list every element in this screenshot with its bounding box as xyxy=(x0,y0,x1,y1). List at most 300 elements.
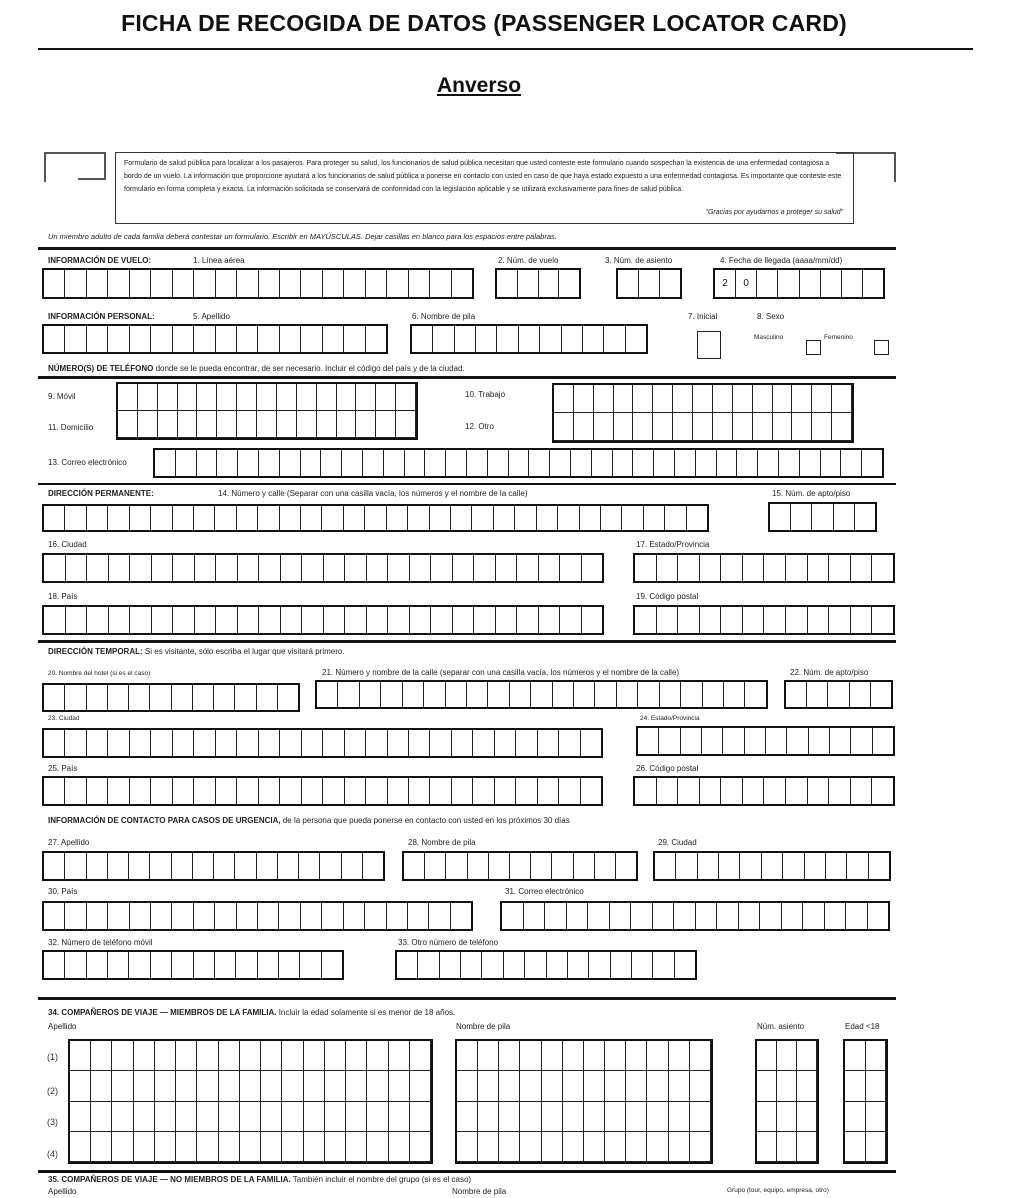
character-box[interactable] xyxy=(601,506,622,530)
character-box[interactable] xyxy=(376,411,396,438)
character-box[interactable] xyxy=(866,1132,887,1162)
character-box[interactable] xyxy=(176,1071,197,1101)
character-box[interactable] xyxy=(653,952,674,978)
character-box[interactable] xyxy=(322,903,343,929)
emergency-mobile-field[interactable] xyxy=(42,950,344,980)
character-box[interactable] xyxy=(363,853,383,879)
character-box[interactable] xyxy=(633,385,653,413)
character-box[interactable] xyxy=(237,326,258,352)
character-box[interactable] xyxy=(172,903,193,929)
character-box[interactable] xyxy=(261,1132,282,1162)
character-box[interactable] xyxy=(622,506,643,530)
character-box[interactable] xyxy=(238,555,260,581)
character-box[interactable] xyxy=(497,326,518,352)
character-box[interactable] xyxy=(773,385,793,413)
character-box[interactable] xyxy=(851,607,873,633)
character-box[interactable] xyxy=(87,685,108,710)
character-box[interactable] xyxy=(760,903,782,929)
character-box[interactable] xyxy=(850,682,871,707)
character-box[interactable] xyxy=(280,326,301,352)
character-box[interactable] xyxy=(325,1071,346,1101)
character-box[interactable] xyxy=(236,952,257,978)
character-box[interactable] xyxy=(455,326,476,352)
character-box[interactable] xyxy=(740,853,761,879)
character-box[interactable] xyxy=(301,506,322,530)
character-box[interactable] xyxy=(44,555,66,581)
seat-number-field[interactable] xyxy=(616,268,682,299)
character-box[interactable] xyxy=(553,682,574,707)
character-box[interactable] xyxy=(713,385,733,413)
character-box[interactable] xyxy=(216,555,238,581)
character-box[interactable] xyxy=(478,1132,499,1162)
character-box[interactable] xyxy=(542,1132,563,1162)
character-box[interactable] xyxy=(237,506,258,530)
character-box[interactable] xyxy=(173,506,194,530)
character-box[interactable] xyxy=(567,903,589,929)
character-box[interactable] xyxy=(344,270,365,297)
character-box[interactable] xyxy=(412,326,433,352)
character-box[interactable] xyxy=(574,853,595,879)
character-box[interactable] xyxy=(280,506,301,530)
character-box[interactable] xyxy=(87,952,108,978)
character-box[interactable] xyxy=(108,685,129,710)
character-box[interactable] xyxy=(261,1041,282,1071)
hotel-name-field[interactable] xyxy=(42,683,300,712)
character-box[interactable] xyxy=(524,903,546,929)
character-box[interactable] xyxy=(44,903,65,929)
character-box[interactable] xyxy=(345,730,366,756)
character-box[interactable] xyxy=(659,728,680,754)
character-box[interactable] xyxy=(366,778,387,804)
character-box[interactable] xyxy=(497,270,518,297)
character-box[interactable] xyxy=(322,952,342,978)
character-box[interactable] xyxy=(279,952,300,978)
character-box[interactable] xyxy=(558,506,579,530)
character-box[interactable] xyxy=(299,853,320,879)
character-box[interactable] xyxy=(425,853,446,879)
character-box[interactable] xyxy=(219,1132,240,1162)
character-box[interactable] xyxy=(519,326,540,352)
character-box[interactable] xyxy=(467,450,488,476)
character-box[interactable] xyxy=(237,270,258,297)
character-box[interactable] xyxy=(217,384,237,411)
work-other-phone-fields[interactable] xyxy=(552,383,854,443)
character-box[interactable] xyxy=(430,270,451,297)
temporary-state-field[interactable] xyxy=(636,726,895,756)
character-box[interactable] xyxy=(44,853,65,879)
permanent-country-field[interactable] xyxy=(42,605,604,635)
character-box[interactable] xyxy=(520,1071,541,1101)
character-box[interactable] xyxy=(197,1041,218,1071)
character-box[interactable] xyxy=(112,1132,133,1162)
character-box[interactable] xyxy=(829,778,851,804)
character-box[interactable] xyxy=(300,952,321,978)
character-box[interactable] xyxy=(713,413,733,441)
character-box[interactable] xyxy=(452,778,473,804)
character-box[interactable] xyxy=(304,1071,325,1101)
character-box[interactable] xyxy=(653,413,673,441)
character-box[interactable] xyxy=(797,1102,817,1132)
character-box[interactable] xyxy=(194,903,215,929)
character-box[interactable] xyxy=(845,1102,866,1132)
character-box[interactable] xyxy=(595,853,616,879)
character-box[interactable] xyxy=(152,555,174,581)
character-box[interactable] xyxy=(215,952,236,978)
character-box[interactable] xyxy=(733,413,753,441)
character-box[interactable] xyxy=(70,1102,91,1132)
character-box[interactable] xyxy=(516,730,537,756)
character-box[interactable] xyxy=(777,1071,797,1101)
character-box[interactable] xyxy=(216,270,237,297)
character-box[interactable] xyxy=(240,1071,261,1101)
temporary-street-field[interactable] xyxy=(315,680,768,709)
character-box[interactable] xyxy=(862,450,882,476)
character-box[interactable] xyxy=(197,450,218,476)
character-box[interactable] xyxy=(193,853,214,879)
character-box[interactable] xyxy=(257,411,277,438)
character-box[interactable] xyxy=(678,607,700,633)
character-box[interactable] xyxy=(322,506,343,530)
character-box[interactable] xyxy=(797,1041,817,1071)
character-box[interactable] xyxy=(554,413,574,441)
character-box[interactable] xyxy=(488,450,509,476)
character-box[interactable] xyxy=(261,1071,282,1101)
character-box[interactable] xyxy=(773,413,793,441)
character-box[interactable] xyxy=(604,326,625,352)
character-box[interactable] xyxy=(693,385,713,413)
character-box[interactable] xyxy=(389,1102,410,1132)
character-box[interactable] xyxy=(453,607,475,633)
character-box[interactable] xyxy=(669,1132,690,1162)
character-box[interactable] xyxy=(151,270,172,297)
character-box[interactable] xyxy=(639,270,660,297)
temporary-postal-field[interactable] xyxy=(633,776,895,806)
character-box[interactable] xyxy=(855,504,875,530)
character-box[interactable] xyxy=(365,506,386,530)
character-box[interactable] xyxy=(610,903,632,929)
character-box[interactable] xyxy=(297,411,317,438)
character-box[interactable] xyxy=(216,730,237,756)
character-box[interactable] xyxy=(633,413,653,441)
permanent-city-field[interactable] xyxy=(42,553,604,583)
character-box[interactable] xyxy=(282,1102,303,1132)
character-box[interactable] xyxy=(237,384,257,411)
character-box[interactable] xyxy=(614,413,634,441)
character-box[interactable] xyxy=(779,450,800,476)
character-box[interactable] xyxy=(65,270,86,297)
character-box[interactable] xyxy=(409,730,430,756)
character-box[interactable] xyxy=(520,1132,541,1162)
character-box[interactable] xyxy=(595,682,616,707)
character-box[interactable] xyxy=(130,730,151,756)
date-digit[interactable] xyxy=(863,270,883,297)
character-box[interactable] xyxy=(693,413,713,441)
character-box[interactable] xyxy=(87,607,109,633)
character-box[interactable] xyxy=(433,326,454,352)
character-box[interactable] xyxy=(197,411,217,438)
character-box[interactable] xyxy=(478,1102,499,1132)
character-box[interactable] xyxy=(482,952,503,978)
character-box[interactable] xyxy=(669,1041,690,1071)
character-box[interactable] xyxy=(408,506,429,530)
character-box[interactable] xyxy=(700,607,722,633)
character-box[interactable] xyxy=(66,607,88,633)
character-box[interactable] xyxy=(65,952,86,978)
character-box[interactable] xyxy=(108,730,129,756)
character-box[interactable] xyxy=(197,1102,218,1132)
character-box[interactable] xyxy=(366,730,387,756)
character-box[interactable] xyxy=(70,1132,91,1162)
character-box[interactable] xyxy=(696,450,717,476)
character-box[interactable] xyxy=(762,853,783,879)
female-checkbox[interactable] xyxy=(874,340,889,355)
character-box[interactable] xyxy=(825,903,847,929)
character-box[interactable] xyxy=(384,450,405,476)
character-box[interactable] xyxy=(323,326,344,352)
character-box[interactable] xyxy=(539,555,561,581)
character-box[interactable] xyxy=(151,778,172,804)
character-box[interactable] xyxy=(195,555,217,581)
character-box[interactable] xyxy=(678,778,700,804)
character-box[interactable] xyxy=(70,1041,91,1071)
character-box[interactable] xyxy=(871,682,891,707)
character-box[interactable] xyxy=(178,411,198,438)
character-box[interactable] xyxy=(65,853,86,879)
character-box[interactable] xyxy=(631,903,653,929)
character-box[interactable] xyxy=(518,270,539,297)
character-box[interactable] xyxy=(112,1102,133,1132)
character-box[interactable] xyxy=(626,326,646,352)
character-box[interactable] xyxy=(574,385,594,413)
character-box[interactable] xyxy=(786,607,808,633)
character-box[interactable] xyxy=(547,952,568,978)
character-box[interactable] xyxy=(660,270,680,297)
character-box[interactable] xyxy=(478,1041,499,1071)
character-box[interactable] xyxy=(430,730,451,756)
character-box[interactable] xyxy=(851,728,872,754)
character-box[interactable] xyxy=(219,1102,240,1132)
character-box[interactable] xyxy=(832,385,852,413)
character-box[interactable] xyxy=(516,778,537,804)
character-box[interactable] xyxy=(356,411,376,438)
character-box[interactable] xyxy=(258,952,279,978)
character-box[interactable] xyxy=(457,1102,478,1132)
character-box[interactable] xyxy=(635,778,657,804)
character-box[interactable] xyxy=(235,685,256,710)
character-box[interactable] xyxy=(345,555,367,581)
character-box[interactable] xyxy=(112,1041,133,1071)
character-box[interactable] xyxy=(237,411,257,438)
character-box[interactable] xyxy=(580,506,601,530)
character-box[interactable] xyxy=(387,506,408,530)
character-box[interactable] xyxy=(468,853,489,879)
character-box[interactable] xyxy=(134,1041,155,1071)
character-box[interactable] xyxy=(367,1132,388,1162)
character-box[interactable] xyxy=(515,506,536,530)
character-box[interactable] xyxy=(868,903,889,929)
date-digit[interactable] xyxy=(800,270,821,297)
character-box[interactable] xyxy=(807,682,828,707)
character-box[interactable] xyxy=(282,1071,303,1101)
character-box[interactable] xyxy=(302,555,324,581)
character-box[interactable] xyxy=(476,326,497,352)
character-box[interactable] xyxy=(673,385,693,413)
character-box[interactable] xyxy=(499,1132,520,1162)
permanent-street-field[interactable] xyxy=(42,504,709,532)
character-box[interactable] xyxy=(690,1041,711,1071)
character-box[interactable] xyxy=(605,1041,626,1071)
character-box[interactable] xyxy=(786,778,808,804)
character-box[interactable] xyxy=(509,450,530,476)
character-box[interactable] xyxy=(452,730,473,756)
temporary-country-field[interactable] xyxy=(42,776,603,806)
date-digit[interactable] xyxy=(821,270,842,297)
character-box[interactable] xyxy=(504,952,525,978)
character-box[interactable] xyxy=(342,450,363,476)
character-box[interactable] xyxy=(440,952,461,978)
character-box[interactable] xyxy=(872,778,893,804)
character-box[interactable] xyxy=(717,450,738,476)
character-box[interactable] xyxy=(297,384,317,411)
character-box[interactable] xyxy=(258,903,279,929)
airline-field[interactable] xyxy=(42,268,474,299)
character-box[interactable] xyxy=(496,607,518,633)
character-box[interactable] xyxy=(453,555,475,581)
character-box[interactable] xyxy=(158,411,178,438)
character-box[interactable] xyxy=(626,1132,647,1162)
character-box[interactable] xyxy=(611,952,632,978)
character-box[interactable] xyxy=(281,607,303,633)
character-box[interactable] xyxy=(724,682,745,707)
character-box[interactable] xyxy=(389,1132,410,1162)
character-box[interactable] xyxy=(345,778,366,804)
character-box[interactable] xyxy=(87,326,108,352)
character-box[interactable] xyxy=(301,326,322,352)
character-box[interactable] xyxy=(743,555,765,581)
character-box[interactable] xyxy=(531,853,552,879)
character-box[interactable] xyxy=(830,728,851,754)
character-box[interactable] xyxy=(214,685,235,710)
character-box[interactable] xyxy=(770,504,791,530)
character-box[interactable] xyxy=(237,903,258,929)
character-box[interactable] xyxy=(737,450,758,476)
character-box[interactable] xyxy=(130,903,151,929)
character-box[interactable] xyxy=(574,413,594,441)
character-box[interactable] xyxy=(280,270,301,297)
character-box[interactable] xyxy=(873,728,893,754)
character-box[interactable] xyxy=(846,903,868,929)
character-box[interactable] xyxy=(832,413,852,441)
character-box[interactable] xyxy=(302,778,323,804)
character-box[interactable] xyxy=(592,450,613,476)
character-box[interactable] xyxy=(65,685,86,710)
character-box[interactable] xyxy=(446,682,467,707)
character-box[interactable] xyxy=(757,1102,777,1132)
character-box[interactable] xyxy=(605,1132,626,1162)
character-box[interactable] xyxy=(520,1102,541,1132)
character-box[interactable] xyxy=(676,853,697,879)
character-box[interactable] xyxy=(257,685,278,710)
date-digit[interactable] xyxy=(842,270,863,297)
character-box[interactable] xyxy=(474,607,496,633)
character-box[interactable] xyxy=(581,730,601,756)
character-box[interactable] xyxy=(669,1102,690,1132)
character-box[interactable] xyxy=(446,450,467,476)
male-checkbox[interactable] xyxy=(806,340,821,355)
character-box[interactable] xyxy=(337,411,357,438)
character-box[interactable] xyxy=(473,730,494,756)
character-box[interactable] xyxy=(457,1041,478,1071)
emergency-other-phone-field[interactable] xyxy=(395,950,697,980)
character-box[interactable] xyxy=(588,903,610,929)
mobile-home-phone-fields[interactable] xyxy=(116,382,418,440)
character-box[interactable] xyxy=(499,1102,520,1132)
character-box[interactable] xyxy=(155,1132,176,1162)
character-box[interactable] xyxy=(446,853,467,879)
character-box[interactable] xyxy=(344,326,365,352)
character-box[interactable] xyxy=(259,730,280,756)
character-box[interactable] xyxy=(525,952,546,978)
character-box[interactable] xyxy=(194,326,215,352)
character-box[interactable] xyxy=(499,1071,520,1101)
character-box[interactable] xyxy=(365,903,386,929)
character-box[interactable] xyxy=(118,384,138,411)
character-box[interactable] xyxy=(554,385,574,413)
character-box[interactable] xyxy=(317,411,337,438)
character-box[interactable] xyxy=(151,952,172,978)
character-box[interactable] xyxy=(337,384,357,411)
character-box[interactable] xyxy=(409,778,430,804)
character-box[interactable] xyxy=(430,778,451,804)
character-box[interactable] xyxy=(687,506,707,530)
character-box[interactable] xyxy=(723,728,744,754)
character-box[interactable] xyxy=(467,682,488,707)
character-box[interactable] xyxy=(538,778,559,804)
character-box[interactable] xyxy=(461,952,482,978)
character-box[interactable] xyxy=(138,384,158,411)
character-box[interactable] xyxy=(675,952,695,978)
character-box[interactable] xyxy=(614,385,634,413)
character-box[interactable] xyxy=(499,1041,520,1071)
character-box[interactable] xyxy=(323,730,344,756)
character-box[interactable] xyxy=(559,270,579,297)
family-age-grid[interactable] xyxy=(843,1039,888,1164)
character-box[interactable] xyxy=(44,607,66,633)
character-box[interactable] xyxy=(108,326,129,352)
character-box[interactable] xyxy=(129,685,150,710)
character-box[interactable] xyxy=(194,952,215,978)
character-box[interactable] xyxy=(282,1041,303,1071)
character-box[interactable] xyxy=(151,730,172,756)
character-box[interactable] xyxy=(396,411,416,438)
character-box[interactable] xyxy=(325,1102,346,1132)
character-box[interactable] xyxy=(214,853,235,879)
character-box[interactable] xyxy=(108,778,129,804)
character-box[interactable] xyxy=(431,555,453,581)
character-box[interactable] xyxy=(280,450,301,476)
character-box[interactable] xyxy=(173,555,195,581)
character-box[interactable] xyxy=(134,1071,155,1101)
character-box[interactable] xyxy=(702,728,723,754)
emergency-email-field[interactable] xyxy=(500,901,890,931)
character-box[interactable] xyxy=(279,903,300,929)
character-box[interactable] xyxy=(346,1102,367,1132)
character-box[interactable] xyxy=(321,450,342,476)
character-box[interactable] xyxy=(277,411,297,438)
character-box[interactable] xyxy=(360,682,381,707)
character-box[interactable] xyxy=(866,1071,887,1101)
character-box[interactable] xyxy=(757,1041,777,1071)
